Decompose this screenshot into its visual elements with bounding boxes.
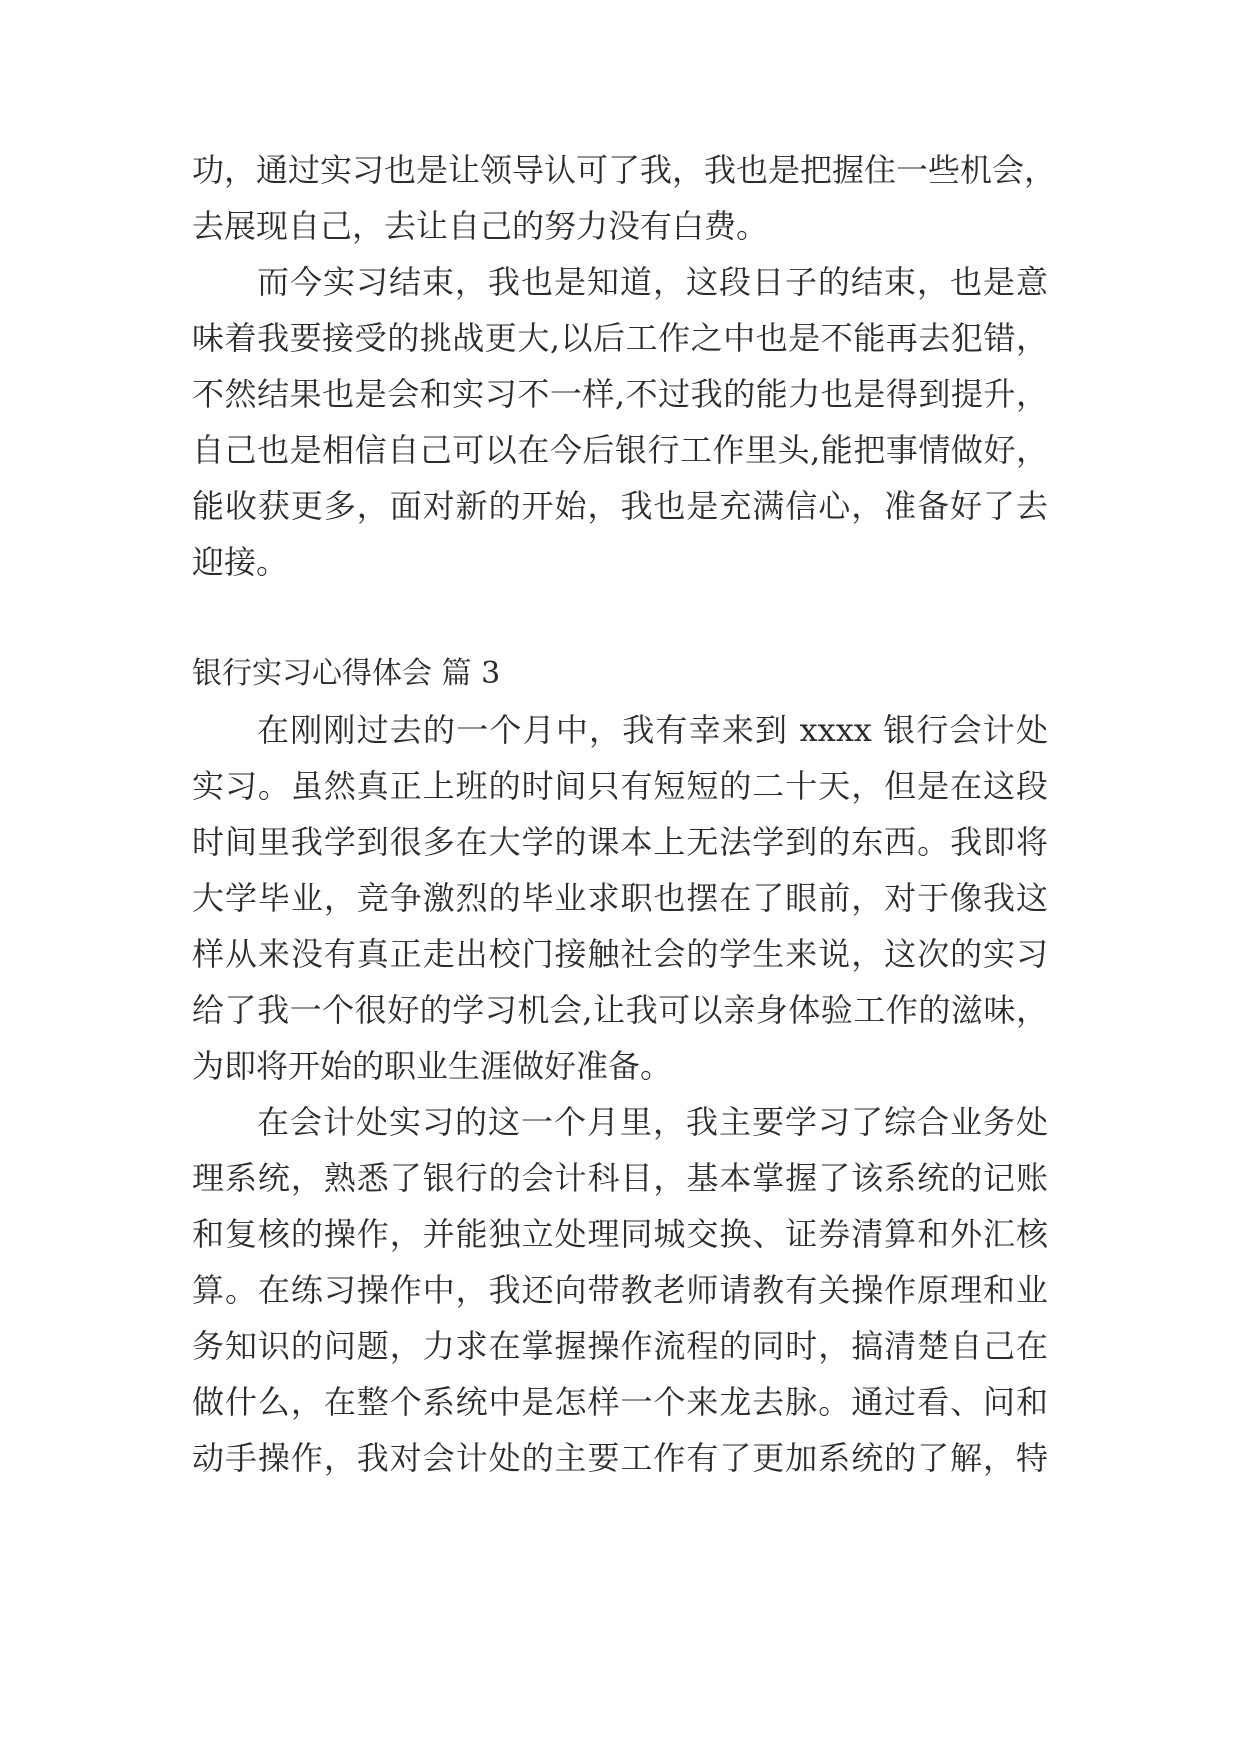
paragraph-line: 理系统，熟悉了银行的会计科目，基本掌握了该系统的记账 [192,1159,1048,1197]
paragraph-line: 算。在练习操作中，我还向带教老师请教有关操作原理和业 [192,1271,1048,1309]
paragraph-line: 做什么，在整个系统中是怎样一个来龙去脉。通过看、问和 [192,1383,1048,1421]
paragraph-line: 和复核的操作，并能独立处理同城交换、证券清算和外汇核 [192,1215,1048,1253]
paragraph-line: 功，通过实习也是让领导认可了我，我也是把握住一些机会， [192,151,1057,189]
paragraph-line: 给了我一个很好的学习机会,让我可以亲身体验工作的滋味， [192,991,1048,1029]
paragraph-line: 为即将开始的职业生涯做好准备。 [192,1047,673,1085]
paragraph-line: 味着我要接受的挑战更大,以后工作之中也是不能再去犯错， [192,319,1048,357]
paragraph-line: 在刚刚过去的一个月中，我有幸来到 xxxx 银行会计处 [257,711,1048,749]
paragraph-line: 不然结果也是会和实习不一样,不过我的能力也是得到提升， [192,375,1048,413]
paragraph-line: 时间里我学到很多在大学的课本上无法学到的东西。我即将 [192,823,1048,861]
paragraph-line: 迎接。 [192,543,289,581]
paragraph-line: 务知识的问题，力求在掌握操作流程的同时，搞清楚自己在 [192,1327,1048,1365]
paragraph-line: 实习。虽然真正上班的时间只有短短的二十天，但是在这段 [192,767,1048,805]
paragraph-line: 样从来没有真正走出校门接触社会的学生来说，这次的实习 [192,935,1048,973]
section-heading: 银行实习心得体会 篇 3 [192,656,501,691]
paragraph-line: 动手操作，我对会计处的主要工作有了更加系统的了解，特 [192,1439,1048,1477]
paragraph-line: 去展现自己，去让自己的努力没有白费。 [192,207,769,245]
paragraph-line: 自己也是相信自己可以在今后银行工作里头,能把事情做好， [192,431,1048,469]
paragraph-line: 而今实习结束，我也是知道，这段日子的结束，也是意 [257,263,1048,301]
paragraph-line: 在会计处实习的这一个月里，我主要学习了综合业务处 [257,1103,1048,1141]
paragraph-line: 大学毕业，竞争激烈的毕业求职也摆在了眼前，对于像我这 [192,879,1048,917]
paragraph-line: 能收获更多，面对新的开始，我也是充满信心，准备好了去 [192,487,1048,525]
